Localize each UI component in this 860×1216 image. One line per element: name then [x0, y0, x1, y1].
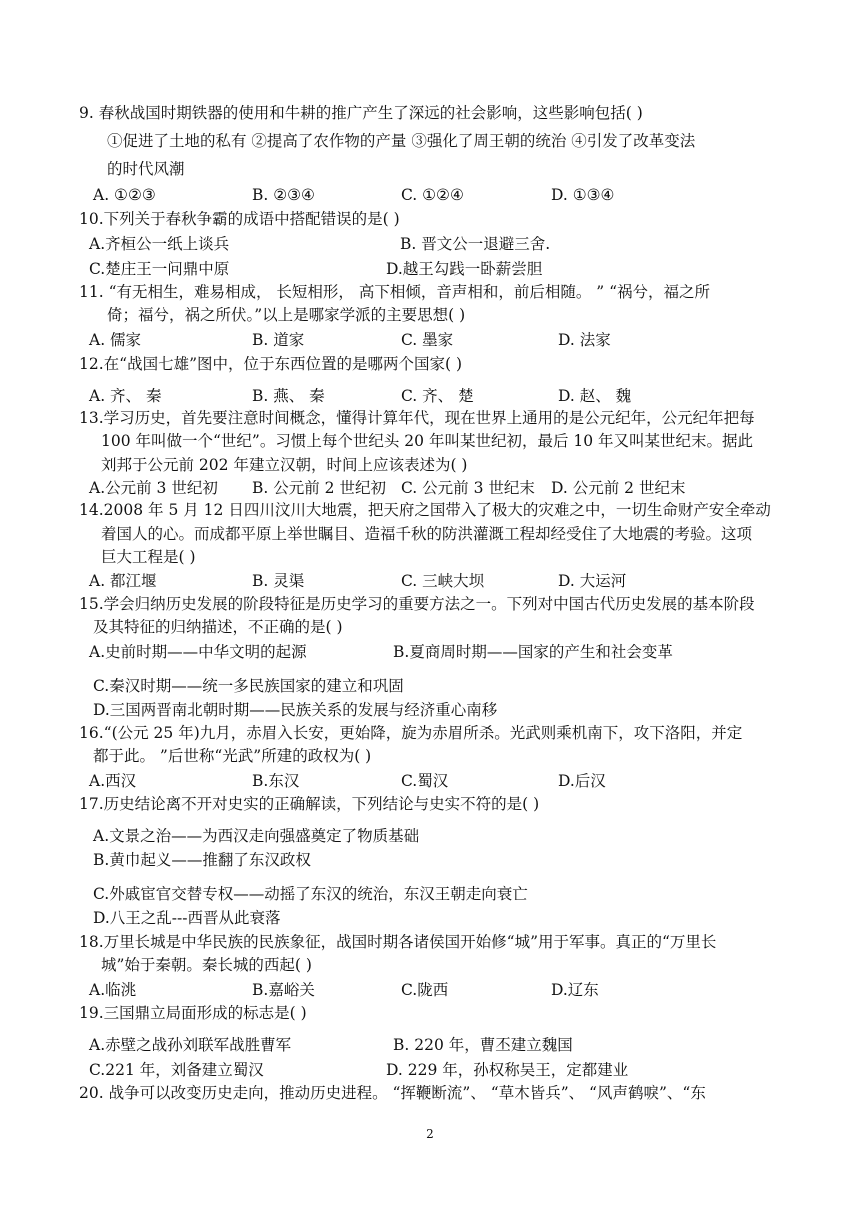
page-number: 2 — [426, 1127, 434, 1141]
option-a: A.赤壁之战孙刘联军战胜曹军 — [89, 1036, 292, 1054]
question-13: 13.学习历史，首先要注意时间概念，懂得计算年代，现在世界上通用的是公元纪年，公元纪年把每 — [79, 409, 755, 427]
question-13-cont: 100 年叫做一个“世纪”。习惯上每个世纪头 20 年叫某世纪初，最后 10 年又叫某世纪末。据此 — [101, 432, 754, 450]
option-b: B. ②③④ — [252, 186, 315, 204]
question-15-cont: 及其特征的归纳描述，不正确的是( ) — [93, 618, 343, 636]
question-13-cont: 刘邦于公元前 202 年建立汉朝，时间上应该表述为( ) — [101, 456, 468, 474]
question-19: 19.三国鼎立局面形成的标志是( ) — [79, 1004, 307, 1022]
question-12: 12.在“战国七雄”图中，位于东西位置的是哪两个国家( ) — [79, 355, 463, 373]
question-16-cont: 都于此。 ”后世称“光武”所建的政权为( ) — [93, 747, 372, 765]
option-b: B.嘉峪关 — [252, 981, 315, 999]
option-a: A.临洮 — [89, 981, 137, 999]
option-d: D. 法家 — [558, 331, 611, 349]
option-d: D. 赵、 魏 — [558, 387, 632, 405]
question-11-cont: 倚；福兮，祸之所伏。”以上是哪家学派的主要思想( ) — [107, 306, 466, 324]
option-b: B. 220 年，曹丕建立魏国 — [393, 1036, 573, 1054]
option-c: C. 齐、 楚 — [401, 387, 474, 405]
option-c: C. 墨家 — [401, 331, 454, 349]
question-9: 9. 春秋战国时期铁器的使用和牛耕的推广产生了深远的社会影响，这些影响包括( ) — [79, 104, 643, 122]
option-b: B.夏商周时期——国家的产生和社会变革 — [393, 643, 673, 661]
option-b: B. 公元前 2 世纪初 — [252, 479, 386, 497]
option-a: A.公元前 3 世纪初 — [89, 479, 218, 497]
question-18: 18.万里长城是中华民族的民族象征，战国时期各诸侯国开始修“城”用于军事。真正的“万里长 — [79, 933, 717, 951]
option-a: A.史前时期——中华文明的起源 — [89, 643, 307, 661]
question-14-cont: 巨大工程是( ) — [101, 548, 196, 566]
option-c: C.蜀汉 — [401, 772, 449, 790]
option-a: A. 齐、 秦 — [89, 387, 162, 405]
option-a: A.齐桓公一纸上谈兵 — [89, 235, 230, 253]
option-c: C.秦汉时期——统一多民族国家的建立和巩固 — [93, 677, 404, 695]
option-d: D. 229 年，孙权称吴王，定都建业 — [386, 1061, 629, 1079]
option-b: B. 道家 — [252, 331, 305, 349]
option-d: D. 公元前 2 世纪末 — [551, 479, 686, 497]
option-d: D.越王勾践一卧薪尝胆 — [386, 260, 543, 278]
question-10: 10.下列关于春秋争霸的成语中搭配错误的是( ) — [79, 210, 400, 228]
option-c: C. 公元前 3 世纪末 — [401, 479, 535, 497]
question-18-cont: 城”始于秦朝。秦长城的西起( ) — [101, 956, 312, 974]
option-c: C.陇西 — [401, 981, 449, 999]
question-14-cont: 着国人的心。而成都平原上举世瞩目、造福千秋的防洪灌溉工程却经受住了大地震的考验。这项 — [101, 525, 753, 543]
option-a: A. ①②③ — [93, 186, 156, 204]
option-d: D. 大运河 — [558, 572, 627, 590]
option-c: C. 三峡大坝 — [401, 572, 485, 590]
question-17: 17.历史结论离不开对史实的正确解读，下列结论与史实不符的是( ) — [79, 795, 540, 813]
question-16: 16.“(公元 25 年)九月，赤眉入长安，更始降，旋为赤眉所杀。光武则乘机南下，攻下洛阳，并定 — [79, 724, 743, 742]
option-d: D.后汉 — [558, 772, 606, 790]
question-9-statements-cont: 的时代风潮 — [107, 160, 185, 178]
question-15: 15.学会归纳历史发展的阶段特征是历史学习的重要方法之一。下列对中国古代历史发展的基本阶段 — [79, 595, 755, 613]
option-d: D.三国两晋南北朝时期——民族关系的发展与经济重心南移 — [93, 701, 498, 719]
question-14: 14.2008 年 5 月 12 日四川汶川大地震，把天府之国带入了极大的灾难之中，一切生命财产安全牵动 — [79, 501, 771, 519]
question-9-statements: ①促进了土地的私有 ②提高了农作物的产量 ③强化了周王朝的统治 ④引发了改革变法 — [107, 132, 696, 150]
question-11: 11. “有无相生，难易相成， 长短相形， 高下相倾，音声相和，前后相随。 ” “祸兮，福之所 — [79, 283, 711, 301]
option-b: B.东汉 — [252, 772, 300, 790]
option-d: D. ①③④ — [551, 186, 615, 204]
option-c: C.外戚宦官交替专权——动摇了东汉的统治，东汉王朝走向衰亡 — [93, 885, 528, 903]
option-a: A. 都江堰 — [89, 572, 157, 590]
option-b: B. 燕、 秦 — [252, 387, 325, 405]
option-b: B.黄巾起义——推翻了东汉政权 — [93, 851, 311, 869]
option-b: B. 灵渠 — [252, 572, 305, 590]
option-a: A.西汉 — [89, 772, 137, 790]
option-c: C.楚庄王一问鼎中原 — [89, 260, 230, 278]
option-a: A. 儒家 — [89, 331, 142, 349]
option-a: A.文景之治——为西汉走向强盛奠定了物质基础 — [93, 827, 420, 845]
option-b: B. 晋文公一退避三舍. — [400, 235, 551, 253]
option-d: D.辽东 — [551, 981, 599, 999]
option-d: D.八王之乱---西晋从此衰落 — [93, 909, 281, 927]
option-c: C.221 年，刘备建立蜀汉 — [89, 1061, 264, 1079]
question-20: 20. 战争可以改变历史走向，推动历史进程。 “挥鞭断流”、 “草木皆兵”、 “风声鹤唳”、“东 — [79, 1084, 706, 1102]
option-c: C. ①②④ — [401, 186, 464, 204]
